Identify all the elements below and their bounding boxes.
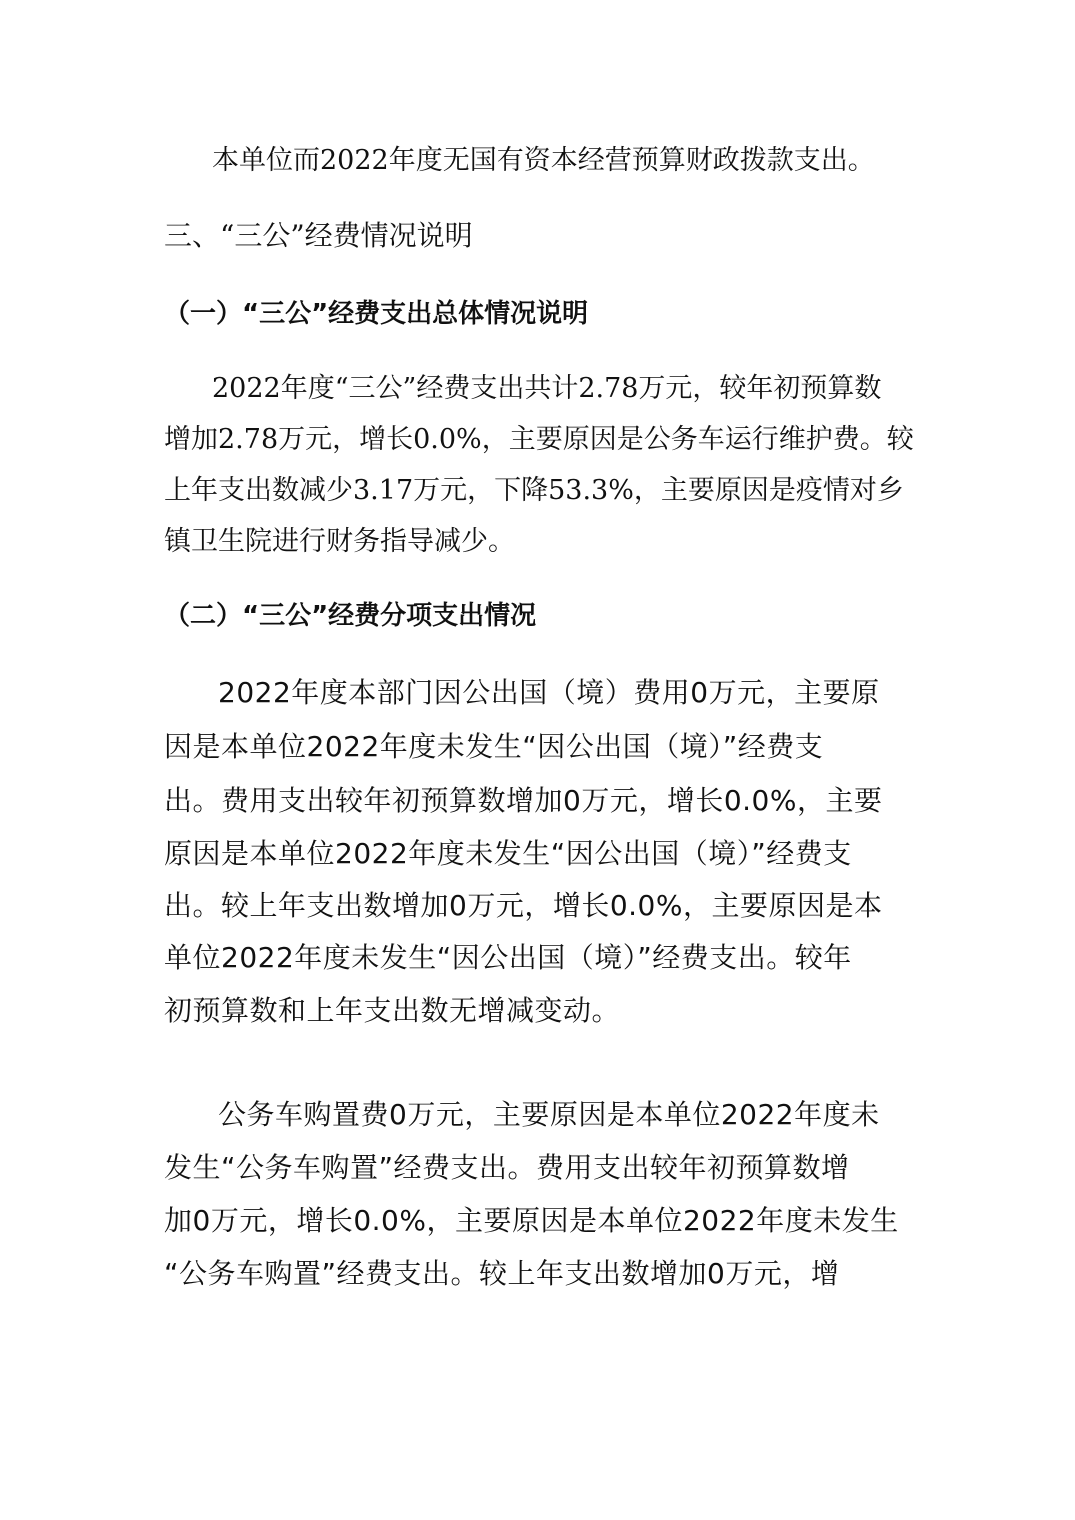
abroad-line-2: 因是本单位2022年度未发生“因公出国（境）”经费支 xyxy=(164,730,824,763)
vehicle-line-1: 公务车购置费0万元，主要原因是本单位2022年度未 xyxy=(218,1098,880,1131)
vehicle-line-4: “公务车购置”经费支出。较上年支出数增加0万元，增 xyxy=(164,1257,840,1290)
section-3-title: 三、“三公”经费情况说明 xyxy=(164,219,473,252)
abroad-line-3: 出。费用支出较年初预算数增加0万元，增长0.0%，主要 xyxy=(164,784,883,817)
intro-line-1: 本单位而2022年度无国有资本经营预算财政拨款支出。 xyxy=(212,145,875,176)
vehicle-line-3: 加0万元，增长0.0%，主要原因是本单位2022年度未发生 xyxy=(164,1204,899,1237)
overall-line-2: 增加2.78万元，增长0.0%，主要原因是公务车运行维护费。较 xyxy=(164,424,914,455)
abroad-line-6: 单位2022年度未发生“因公出国（境）”经费支出。较年 xyxy=(164,941,852,974)
overall-line-4: 镇卫生院进行财务指导减少。 xyxy=(164,526,515,557)
abroad-line-7: 初预算数和上年支出数无增减变动。 xyxy=(164,994,621,1027)
subsection-1-title: （一）“三公”经费支出总体情况说明 xyxy=(164,299,589,329)
subsection-2-title: （二）“三公”经费分项支出情况 xyxy=(164,601,537,631)
overall-line-3: 上年支出数减少3.17万元，下降53.3%，主要原因是疫情对乡 xyxy=(164,475,904,506)
overall-line-1: 2022年度“三公”经费支出共计2.78万元，较年初预算数 xyxy=(212,373,882,404)
vehicle-line-2: 发生“公务车购置”经费支出。费用支出较年初预算数增 xyxy=(164,1151,850,1184)
abroad-line-5: 出。较上年支出数增加0万元，增长0.0%，主要原因是本 xyxy=(164,889,883,922)
abroad-line-1: 2022年度本部门因公出国（境）费用0万元，主要原 xyxy=(218,676,880,709)
abroad-line-4: 原因是本单位2022年度未发生“因公出国（境）”经费支 xyxy=(164,837,852,870)
